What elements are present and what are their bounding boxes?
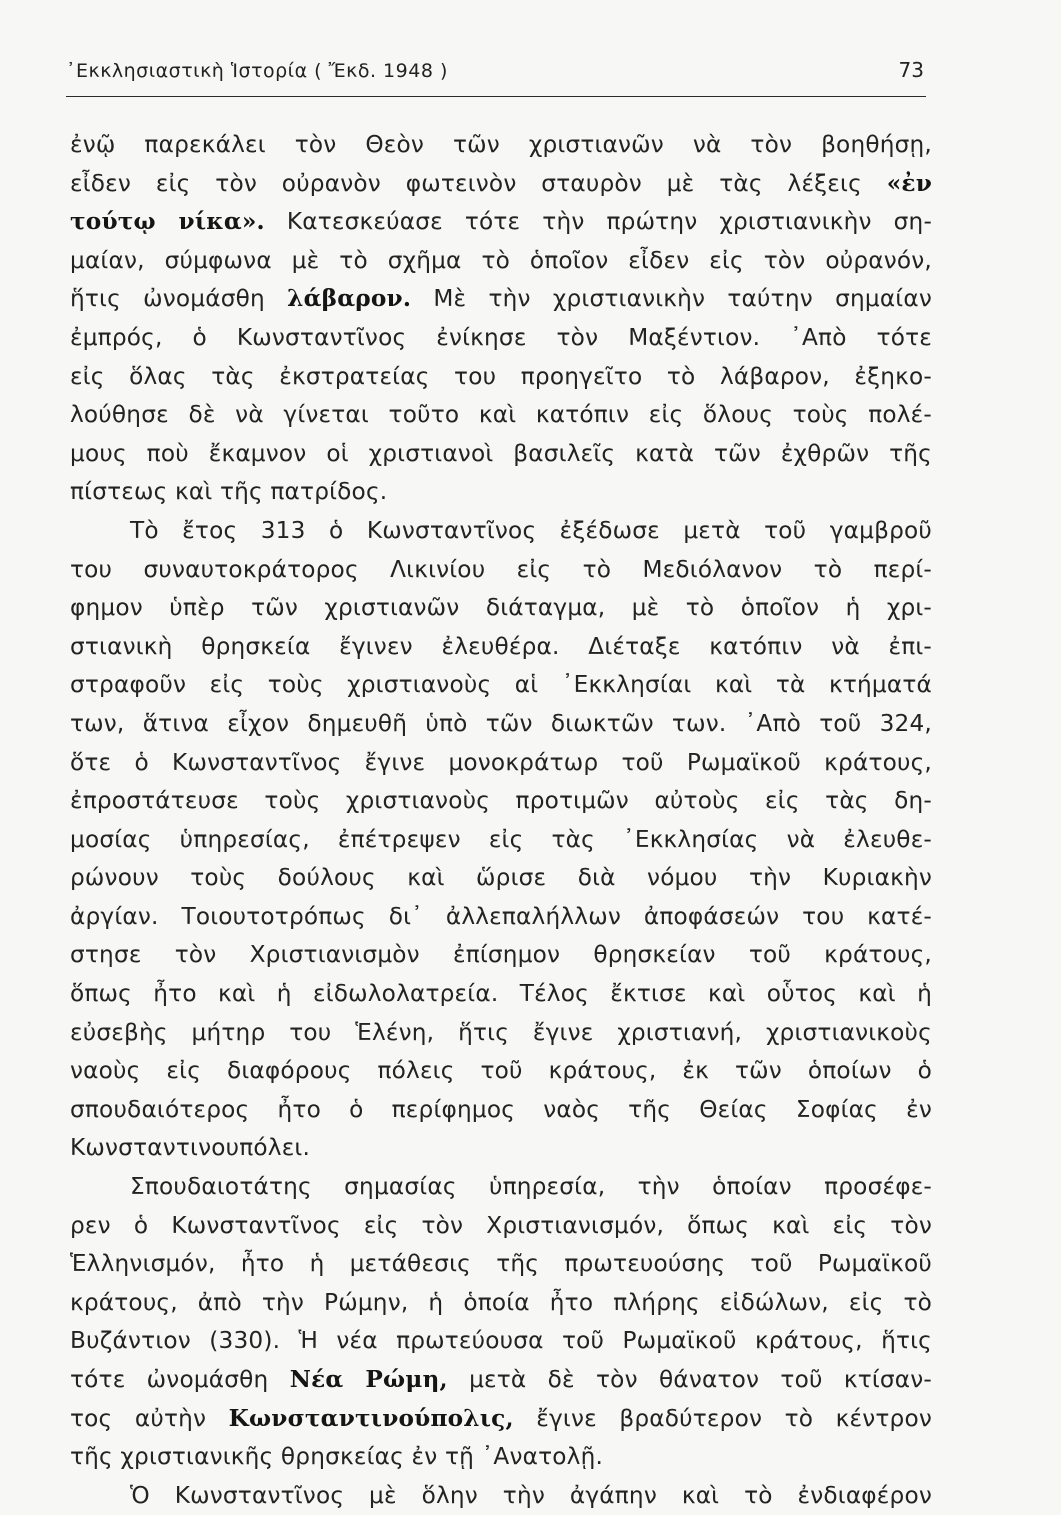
text-segment: στιανικὴ θρησκεία ἔγινεν ἐλευθέρα. Διέταξε κατόπιν νὰ ἐπι- — [70, 632, 932, 660]
text-segment: ὅπως ἦτο καὶ ἡ εἰδωλολατρεία. Τέλος ἔκτισε καὶ οὗτος καὶ ἡ — [70, 980, 932, 1008]
text-segment: εἰς ὅλας τὰς ἐκστρατείας του προηγεῖτο τὸ λάβαρον, ἐξηκο- — [70, 362, 932, 390]
text-line — [70, 1129, 932, 1168]
text-segment: Σπουδαιοτάτης σημασίας ὑπηρεσία, τὴν ὁποίαν προσέφε- — [130, 1173, 932, 1201]
text-segment: τῆς χριστιανικῆς θρησκείας ἐν τῇ ᾿Ανατολῇ. — [70, 1443, 604, 1471]
text-line — [70, 1284, 932, 1323]
text-segment: ἐνῷ παρεκάλει τὸν Θεὸν τῶν χριστιανῶν νὰ τὸν βοηθήσῃ, — [70, 131, 932, 158]
bold-phrase: Κωνσταντινούπολις, — [228, 1404, 514, 1432]
text-segment: Κατεσκεύασε τότε τὴν πρώτην χριστιανικὴν ση- — [264, 208, 933, 236]
text-segment: φημον ὑπὲρ τῶν χριστιανῶν διάταγμα, μὲ τὸ ὁποῖον ἡ χρι- — [70, 594, 932, 622]
text-segment: ἔγινε βραδύτερον τὸ κέντρον — [513, 1404, 932, 1432]
bold-phrase: Νέα Ρώμη, — [289, 1366, 448, 1393]
text-segment: ἐπροστάτευσε τοὺς χριστιανοὺς προτιμῶν αὐτοὺς εἰς τὰς δη- — [70, 787, 932, 815]
text-line — [70, 1361, 932, 1400]
text-segment: εἶδεν εἰς τὸν οὐρανὸν φωτεινὸν σταυρὸν μὲ τὰς λέξεις — [70, 169, 887, 197]
running-head: ᾿Εκκλησιαστικὴ Ἱστορία ( Ἔκδ. 1948 ) — [66, 60, 448, 82]
text-line — [70, 975, 932, 1014]
text-segment: ρεν ὁ Κωνσταντῖνος εἰς τὸν Χριστιανισμόν, ὅπως καὶ εἰς τὸν — [70, 1211, 932, 1239]
text-line — [70, 512, 932, 551]
bold-phrase: λάβαρον. — [287, 285, 412, 313]
text-segment: ὅτε ὁ Κωνσταντῖνος ἔγινε μονοκράτωρ τοῦ Ρωμαϊκοῦ κράτους, — [70, 748, 932, 776]
bold-phrase: τούτῳ νίκα». — [70, 208, 265, 236]
text-segment: στησε τὸν Χριστιανισμὸν ἐπίσημον θρησκείαν τοῦ κράτους, — [70, 941, 932, 969]
text-line — [70, 628, 932, 667]
text-segment: Κωνσταντινουπόλει. — [70, 1134, 311, 1162]
text-segment: μοσίας ὑπηρεσίας, ἐπέτρεψεν εἰς τὰς ᾿Εκκλησίας νὰ ἐλευθε- — [70, 825, 932, 853]
page-header — [66, 56, 926, 97]
text-segment: τότε ὠνομάσθη — [70, 1366, 290, 1393]
text-line — [70, 859, 932, 898]
text-segment: μους ποὺ ἔκαμνον οἱ χριστιανοὶ βασιλεῖς κατὰ τῶν ἐχθρῶν τῆς — [70, 439, 932, 467]
text-segment: τος αὐτὴν — [70, 1404, 229, 1432]
text-segment: ἀργίαν. Τοιουτοτρόπως δι᾿ ἀλλεπαλήλλων ἀποφάσεών του κατέ- — [70, 902, 932, 930]
text-line — [70, 1168, 932, 1207]
text-line — [70, 1207, 932, 1246]
text-segment: ναοὺς εἰς διαφόρους πόλεις τοῦ κράτους, ἐκ τῶν ὁποίων ὁ — [70, 1057, 932, 1085]
text-line — [70, 165, 932, 204]
text-line — [70, 782, 932, 821]
text-line — [70, 705, 932, 744]
text-segment: των, ἅτινα εἶχον δημευθῆ ὑπὸ τῶν διωκτῶν των. ᾿Απὸ τοῦ 324, — [70, 709, 932, 737]
text-line — [70, 1014, 932, 1053]
text-line — [70, 319, 932, 358]
text-segment: εὐσεβὴς μήτηρ του Ἑλένη, ἥτις ἔγινε χριστιανή, χριστιανικοὺς — [70, 1018, 932, 1046]
text-line — [70, 936, 932, 975]
text-segment: κράτους, ἀπὸ τὴν Ρώμην, ἡ ὁποία ἦτο πλήρης εἰδώλων, εἰς τὸ — [70, 1288, 932, 1316]
text-segment: Μὲ τὴν χριστιανικὴν ταύτην σημαίαν — [411, 285, 932, 313]
body-text — [70, 126, 932, 1515]
text-segment: στραφοῦν εἰς τοὺς χριστιανοὺς αἱ ᾿Εκκλησίαι καὶ τὰ κτήματά — [70, 671, 932, 699]
text-segment: σπουδαιότερος ἦτο ὁ περίφημος ναὸς τῆς Θείας Σοφίας ἐν — [70, 1095, 932, 1123]
text-segment: Ὁ Κωνσταντῖνος μὲ ὅλην τὴν ἀγάπην καὶ τὸ ἐνδιαφέρον — [130, 1481, 932, 1509]
text-segment: Ἑλληνισμόν, ἦτο ἡ μετάθεσις τῆς πρωτευούσης τοῦ Ρωμαϊκοῦ — [70, 1250, 932, 1278]
text-line — [70, 396, 932, 435]
text-segment: Τὸ ἔτος 313 ὁ Κωνσταντῖνος ἐξέδωσε μετὰ τοῦ γαμβροῦ — [130, 516, 932, 544]
text-line — [70, 1052, 932, 1091]
text-line — [70, 1438, 932, 1477]
text-segment: ρώνουν τοὺς δούλους καὶ ὥρισε διὰ νόμου τὴν Κυριακὴν — [70, 864, 932, 892]
text-line — [70, 242, 932, 281]
text-segment: μετὰ δὲ τὸν θάνατον τοῦ κτίσαν- — [447, 1366, 932, 1393]
text-segment: λούθησε δὲ νὰ γίνεται τοῦτο καὶ κατόπιν εἰς ὅλους τοὺς πολέ- — [70, 401, 932, 429]
text-line — [70, 1322, 932, 1361]
text-line — [70, 1091, 932, 1130]
text-line — [70, 821, 932, 860]
text-line — [70, 551, 932, 590]
text-segment: μαίαν, σύμφωνα μὲ τὸ σχῆμα τὸ ὁποῖον εἶδεν εἰς τὸν οὐρανόν, — [70, 246, 932, 274]
text-line — [70, 358, 932, 397]
text-line — [70, 744, 932, 783]
text-segment: Βυζάντιον (330). Ἡ νέα πρωτεύουσα τοῦ Ρωμαϊκοῦ κράτους, ἥτις — [70, 1327, 932, 1355]
text-line — [70, 666, 932, 705]
text-line — [70, 1245, 932, 1284]
text-line — [70, 1477, 932, 1515]
text-line — [70, 203, 932, 242]
text-segment: ἐμπρός, ὁ Κωνσταντῖνος ἐνίκησε τὸν Μαξέντιον. ᾿Απὸ τότε — [70, 323, 932, 351]
text-segment: πίστεως καὶ τῆς πατρίδος. — [70, 478, 388, 506]
text-segment: του συναυτοκράτορος Λικινίου εἰς τὸ Μεδιόλανον τὸ περί- — [70, 555, 932, 583]
text-line — [70, 280, 932, 319]
text-line — [70, 589, 932, 628]
text-segment: ἥτις ὠνομάσθη — [70, 285, 288, 313]
text-line — [70, 435, 932, 474]
bold-phrase: «ἐν — [886, 169, 932, 197]
text-line — [70, 898, 932, 937]
text-line — [70, 1400, 932, 1439]
text-line — [70, 473, 932, 512]
page-number: 73 — [898, 58, 924, 82]
text-line — [70, 126, 932, 165]
